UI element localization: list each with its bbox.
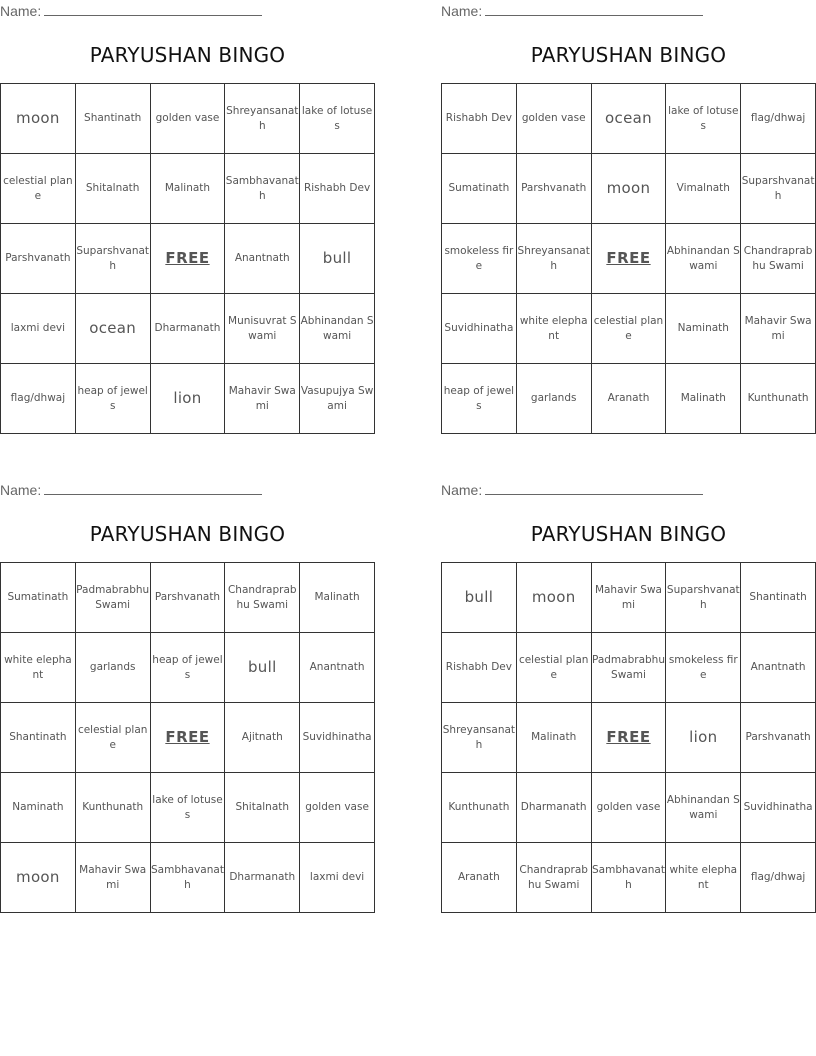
bingo-row bbox=[1, 563, 375, 633]
bingo-cell: heap of jewels bbox=[75, 364, 150, 434]
bingo-cell: Munisuvrat Swami bbox=[225, 294, 300, 364]
bingo-row bbox=[1, 224, 375, 294]
bingo-cell: Suvidhinatha bbox=[300, 703, 375, 773]
bingo-cell: Mahavir Swami bbox=[75, 843, 150, 913]
bingo-cell: Padmabrabhu Swami bbox=[591, 633, 666, 703]
free-space: FREE bbox=[150, 224, 225, 294]
bingo-cell: Sambhavanath bbox=[225, 154, 300, 224]
bingo-row bbox=[442, 224, 816, 294]
bingo-cell: smokeless fire bbox=[442, 224, 517, 294]
bingo-cell: Sumatinath bbox=[1, 563, 76, 633]
bingo-row bbox=[1, 843, 375, 913]
bingo-cell: flag/dhwaj bbox=[1, 364, 76, 434]
bingo-row bbox=[1, 633, 375, 703]
bingo-cell: Malinath bbox=[666, 364, 741, 434]
bingo-cell: Vasupujya Swami bbox=[300, 364, 375, 434]
bingo-cell: laxmi devi bbox=[300, 843, 375, 913]
bingo-row bbox=[442, 154, 816, 224]
bingo-cell: Kunthunath bbox=[741, 364, 816, 434]
bingo-row bbox=[442, 563, 816, 633]
name-field bbox=[441, 2, 703, 20]
bingo-row bbox=[1, 364, 375, 434]
bingo-cell: golden vase bbox=[150, 84, 225, 154]
bingo-cell: Padmabrabhu Swami bbox=[75, 563, 150, 633]
bingo-cell: heap of jewels bbox=[150, 633, 225, 703]
bingo-cell: garlands bbox=[516, 364, 591, 434]
bingo-cell: Anantnath bbox=[225, 224, 300, 294]
bingo-cell: Kunthunath bbox=[75, 773, 150, 843]
bingo-cell: Suparshvanath bbox=[741, 154, 816, 224]
bingo-cell: Shantinath bbox=[75, 84, 150, 154]
bingo-cell: Rishabh Dev bbox=[300, 154, 375, 224]
bingo-cell: lake of lotuses bbox=[300, 84, 375, 154]
bingo-cell: Kunthunath bbox=[442, 773, 517, 843]
bingo-cell: Dharmanath bbox=[150, 294, 225, 364]
bingo-cell: white elephant bbox=[1, 633, 76, 703]
name-label: Name: bbox=[0, 3, 42, 19]
name-blank-line bbox=[44, 2, 262, 16]
bingo-cell: lion bbox=[666, 703, 741, 773]
bingo-row bbox=[442, 84, 816, 154]
bingo-cell: Shreyansanath bbox=[442, 703, 517, 773]
bingo-grid bbox=[0, 562, 375, 913]
bingo-cell: Suparshvanath bbox=[666, 563, 741, 633]
bingo-cell: Dharmanath bbox=[225, 843, 300, 913]
bingo-cell: ocean bbox=[591, 84, 666, 154]
bingo-row bbox=[1, 773, 375, 843]
bingo-row bbox=[1, 84, 375, 154]
bingo-cell: Suparshvanath bbox=[75, 224, 150, 294]
bingo-cell: Sumatinath bbox=[442, 154, 517, 224]
bingo-cell: Chandraprabhu Swami bbox=[225, 563, 300, 633]
bingo-cell: Mahavir Swami bbox=[225, 364, 300, 434]
name-label: Name: bbox=[0, 482, 42, 498]
bingo-cell: golden vase bbox=[516, 84, 591, 154]
name-label: Name: bbox=[441, 3, 483, 19]
bingo-cell: Shantinath bbox=[1, 703, 76, 773]
bingo-cell: Abhinandan Swami bbox=[666, 224, 741, 294]
bingo-cell: Sambhavanath bbox=[591, 843, 666, 913]
bingo-cell: Parshvanath bbox=[1, 224, 76, 294]
name-blank-line bbox=[485, 2, 703, 16]
bingo-cell: Mahavir Swami bbox=[591, 563, 666, 633]
bingo-cell: golden vase bbox=[300, 773, 375, 843]
bingo-cell: heap of jewels bbox=[442, 364, 517, 434]
bingo-grid bbox=[441, 562, 816, 913]
card-title: PARYUSHAN BINGO bbox=[530, 43, 727, 67]
bingo-grid bbox=[441, 83, 816, 434]
bingo-cell: Dharmanath bbox=[516, 773, 591, 843]
bingo-cell: Shantinath bbox=[741, 563, 816, 633]
bingo-cell: Naminath bbox=[1, 773, 76, 843]
bingo-cell: Chandraprabhu Swami bbox=[516, 843, 591, 913]
bingo-cell: Chandraprabhu Swami bbox=[741, 224, 816, 294]
bingo-cell: Aranath bbox=[591, 364, 666, 434]
bingo-cell: lake of lotuses bbox=[150, 773, 225, 843]
bingo-row bbox=[442, 364, 816, 434]
bingo-cell: Shreyansanath bbox=[516, 224, 591, 294]
bingo-row bbox=[1, 154, 375, 224]
bingo-cell: celestial plane bbox=[591, 294, 666, 364]
bingo-cell: ocean bbox=[75, 294, 150, 364]
bingo-cell: Shitalnath bbox=[225, 773, 300, 843]
bingo-cell: golden vase bbox=[591, 773, 666, 843]
bingo-cell: Suvidhinatha bbox=[442, 294, 517, 364]
card-title: PARYUSHAN BINGO bbox=[89, 43, 286, 67]
bingo-grid bbox=[0, 83, 375, 434]
bingo-row bbox=[442, 843, 816, 913]
name-field bbox=[441, 481, 703, 499]
bingo-cell: Rishabh Dev bbox=[442, 84, 517, 154]
bingo-cell: Mahavir Swami bbox=[741, 294, 816, 364]
card-title: PARYUSHAN BINGO bbox=[530, 522, 727, 546]
bingo-cell: Abhinandan Swami bbox=[666, 773, 741, 843]
bingo-cell: moon bbox=[516, 563, 591, 633]
bingo-cell: flag/dhwaj bbox=[741, 84, 816, 154]
bingo-cell: Parshvanath bbox=[516, 154, 591, 224]
bingo-cell: bull bbox=[225, 633, 300, 703]
name-field bbox=[0, 2, 262, 20]
bingo-cell: celestial plane bbox=[1, 154, 76, 224]
bingo-row bbox=[442, 633, 816, 703]
bingo-cell: Shreyansanath bbox=[225, 84, 300, 154]
bingo-cell: Parshvanath bbox=[741, 703, 816, 773]
bingo-cell: flag/dhwaj bbox=[741, 843, 816, 913]
bingo-cell: Vimalnath bbox=[666, 154, 741, 224]
free-space: FREE bbox=[150, 703, 225, 773]
bingo-cell: lake of lotuses bbox=[666, 84, 741, 154]
bingo-cell: moon bbox=[1, 84, 76, 154]
bingo-row bbox=[442, 703, 816, 773]
bingo-row bbox=[1, 294, 375, 364]
bingo-cell: bull bbox=[300, 224, 375, 294]
bingo-cell: white elephant bbox=[666, 843, 741, 913]
bingo-cell: celestial plane bbox=[516, 633, 591, 703]
bingo-cell: lion bbox=[150, 364, 225, 434]
bingo-row bbox=[442, 773, 816, 843]
bingo-cell: Rishabh Dev bbox=[442, 633, 517, 703]
bingo-cell: moon bbox=[1, 843, 76, 913]
bingo-row bbox=[1, 703, 375, 773]
name-blank-line bbox=[485, 481, 703, 495]
bingo-cell: garlands bbox=[75, 633, 150, 703]
bingo-cell: celestial plane bbox=[75, 703, 150, 773]
free-space: FREE bbox=[591, 703, 666, 773]
name-field bbox=[0, 481, 262, 499]
free-space: FREE bbox=[591, 224, 666, 294]
bingo-cell: Ajitnath bbox=[225, 703, 300, 773]
bingo-row bbox=[442, 294, 816, 364]
bingo-cell: laxmi devi bbox=[1, 294, 76, 364]
bingo-cell: Malinath bbox=[300, 563, 375, 633]
bingo-cell: Shitalnath bbox=[75, 154, 150, 224]
bingo-cell: Malinath bbox=[516, 703, 591, 773]
bingo-cell: Naminath bbox=[666, 294, 741, 364]
bingo-cell: Suvidhinatha bbox=[741, 773, 816, 843]
name-label: Name: bbox=[441, 482, 483, 498]
bingo-cell: Anantnath bbox=[741, 633, 816, 703]
bingo-cell: Anantnath bbox=[300, 633, 375, 703]
bingo-cell: Sambhavanath bbox=[150, 843, 225, 913]
bingo-cell: Parshvanath bbox=[150, 563, 225, 633]
bingo-cell: Malinath bbox=[150, 154, 225, 224]
name-blank-line bbox=[44, 481, 262, 495]
bingo-cell: smokeless fire bbox=[666, 633, 741, 703]
bingo-cell: bull bbox=[442, 563, 517, 633]
bingo-cell: Aranath bbox=[442, 843, 517, 913]
bingo-cell: Abhinandan Swami bbox=[300, 294, 375, 364]
card-title: PARYUSHAN BINGO bbox=[89, 522, 286, 546]
bingo-cell: white elephant bbox=[516, 294, 591, 364]
bingo-cell: moon bbox=[591, 154, 666, 224]
